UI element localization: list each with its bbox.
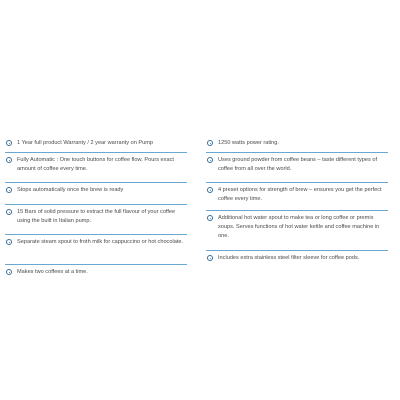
circle-bullet-icon xyxy=(207,157,213,163)
circle-bullet-icon xyxy=(6,239,12,245)
circle-bullet-icon xyxy=(6,209,12,215)
feature-item xyxy=(5,265,187,281)
feature-list-left xyxy=(5,136,187,281)
feature-text: Includes extra stainless steel filter sleeve for coffee pods. xyxy=(218,255,360,261)
feature-text: Uses ground powder from coffee beans – taste different types of coffee from all over the world. xyxy=(218,157,377,172)
feature-item xyxy=(206,183,388,211)
circle-bullet-icon xyxy=(207,255,213,261)
feature-text: Makes two coffees at a time. xyxy=(17,269,88,275)
feature-item xyxy=(206,211,388,251)
feature-item xyxy=(5,205,187,235)
feature-text: Separate steam spout to froth milk for cappuccino or hot chocolate. xyxy=(17,239,184,245)
circle-bullet-icon xyxy=(207,215,213,221)
circle-bullet-icon xyxy=(207,187,213,193)
feature-text: 15 Bars of solid pressure to extract the full flavour of your coffee using the built in Italian pump. xyxy=(17,209,176,224)
feature-item xyxy=(206,251,388,269)
circle-bullet-icon xyxy=(6,157,12,163)
feature-item xyxy=(5,183,187,205)
feature-text: 4 preset options for strength of brew – ensures you get the perfect coffee every time. xyxy=(218,187,382,202)
feature-text: Additional hot water spout to make tea or long coffee or premix soups. Serves functions of hot water kettle and coffee machine in one. xyxy=(218,215,380,239)
feature-item xyxy=(206,153,388,183)
circle-bullet-icon xyxy=(6,140,12,146)
circle-bullet-icon xyxy=(6,187,12,193)
circle-bullet-icon xyxy=(6,269,12,275)
feature-text: Stops automatically once the brew is ready xyxy=(17,187,124,193)
feature-item xyxy=(5,136,187,153)
feature-item xyxy=(206,136,388,153)
feature-text: 1250 watts power rating. xyxy=(218,140,279,146)
feature-item xyxy=(5,153,187,183)
circle-bullet-icon xyxy=(207,140,213,146)
feature-text: 1 Year full product Warranty / 2 year warranty on Pump xyxy=(17,140,153,146)
feature-text: Fully Automatic : One touch buttons for coffee flow. Pours exact amount of coffee every time. xyxy=(17,157,174,172)
feature-list-right xyxy=(206,136,388,269)
feature-item xyxy=(5,235,187,265)
